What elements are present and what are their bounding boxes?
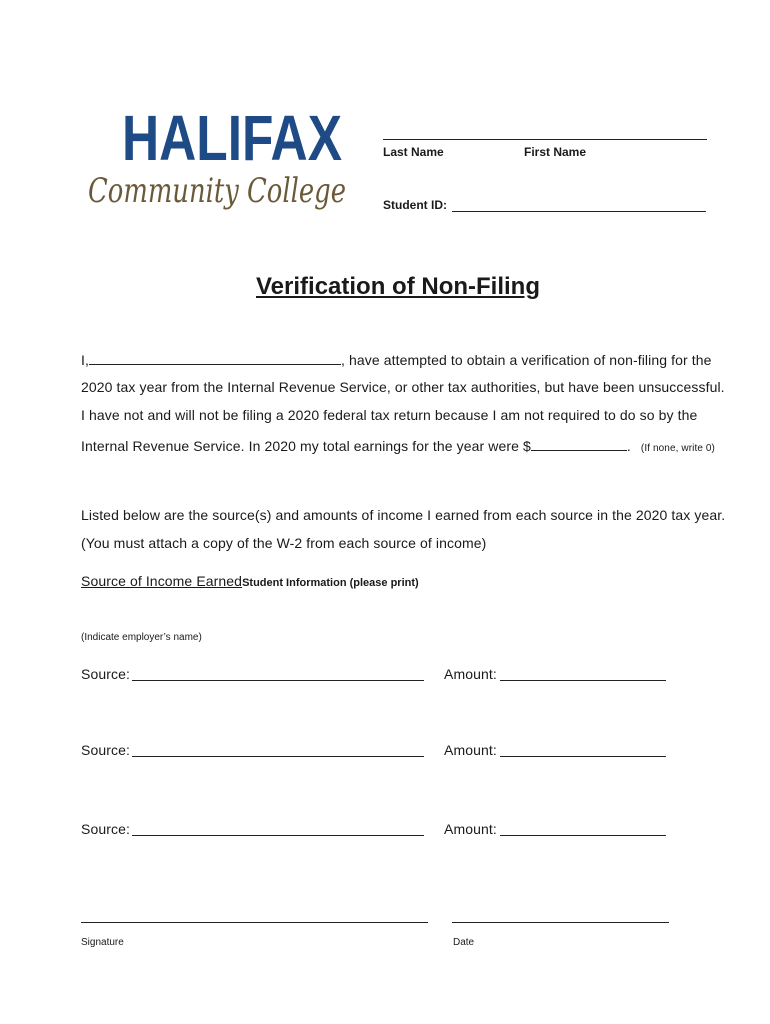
amount-label-2: Amount: (444, 742, 497, 758)
logo-wordmark: HALIFAX (122, 102, 343, 174)
name-line[interactable] (383, 128, 707, 140)
statement-line-3: I have not and will not be filing a 2020 federal tax return because I am not required to do so by the (81, 407, 698, 423)
student-id-label: Student ID: (383, 198, 447, 212)
section-subheading: Student Information (please print) (242, 577, 419, 589)
income-intro-line-1: Listed below are the source(s) and amounts of income I earned from each source in the 2020 tax year. (81, 507, 726, 523)
statement-line-4 (81, 436, 715, 454)
source-field-2[interactable] (132, 756, 424, 757)
amount-label-3: Amount: (444, 821, 497, 837)
source-label-1: Source: (81, 666, 130, 682)
statement-line-1 (81, 350, 712, 368)
signature-label: Signature (81, 937, 124, 948)
earnings-text: Internal Revenue Service. In 2020 my total earnings for the year were $ (81, 438, 531, 454)
student-id-line[interactable] (452, 198, 706, 212)
source-field-1[interactable] (132, 680, 424, 681)
amount-field-3[interactable] (500, 835, 666, 836)
source-label-2: Source: (81, 742, 130, 758)
employer-note: (Indicate employer’s name) (81, 632, 202, 643)
statement-suffix: , have attempted to obtain a verification of non-filing for the (340, 352, 712, 368)
date-label: Date (453, 937, 475, 948)
first-name-label: First Name (524, 145, 587, 159)
amount-field-1[interactable] (500, 680, 666, 681)
earnings-period: . (626, 438, 631, 454)
income-section-header (81, 573, 419, 591)
page-title: Verification of Non-Filing (256, 273, 540, 300)
amount-label-1: Amount: (444, 666, 497, 682)
date-field[interactable] (452, 922, 669, 923)
name-blank[interactable] (89, 350, 341, 365)
source-label-3: Source: (81, 821, 130, 837)
signature-field[interactable] (81, 922, 428, 923)
statement-prefix: I, (81, 352, 89, 368)
section-heading: Source of Income Earned (81, 573, 243, 589)
earnings-blank[interactable] (531, 436, 627, 451)
last-name-label: Last Name (383, 145, 444, 159)
income-intro-line-2: (You must attach a copy of the W-2 from each source of income) (81, 535, 487, 551)
halifax-college-logo (84, 92, 350, 220)
amount-field-2[interactable] (500, 756, 666, 757)
logo-script: Community College (88, 171, 346, 211)
if-none-note: (If none, write 0) (640, 443, 715, 454)
statement-line-2: 2020 tax year from the Internal Revenue Service, or other tax authorities, but have been unsuccessful. (81, 379, 725, 395)
source-field-3[interactable] (132, 835, 424, 836)
